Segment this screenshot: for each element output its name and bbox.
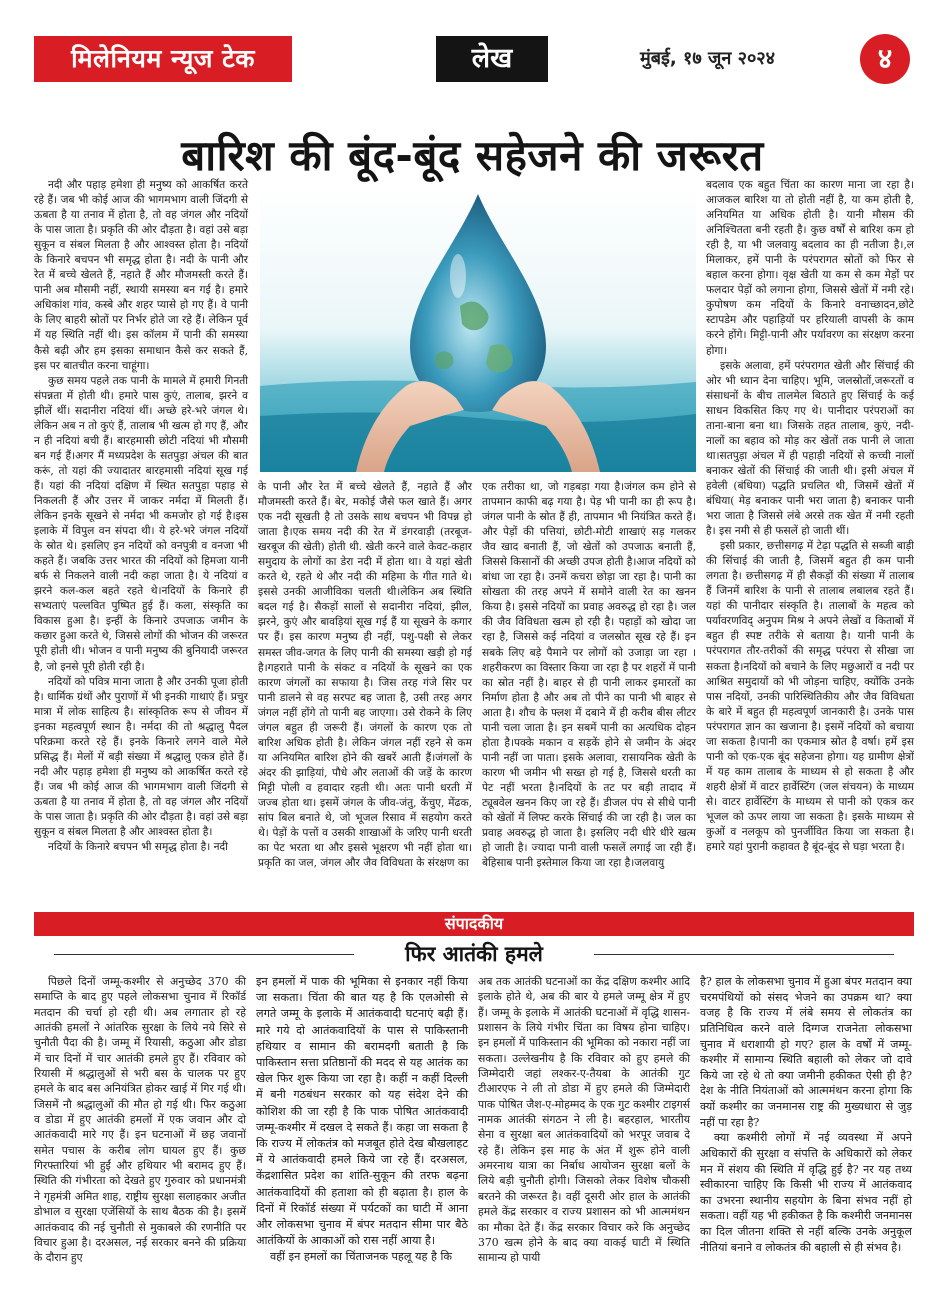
- article-column-3: [482, 480, 696, 880]
- main-article: [34, 178, 914, 898]
- editorial-column-1: [34, 974, 246, 1268]
- article-paragraph: नदियों को पवित्र माना जाता है और उनकी पूजा होती है। धार्मिक ग्रंथों और पुराणों में भी इनकी गाथाएं हैं। प्रचुर मात्रा में लोक साहित्य है। सांस्कृतिक रूप से जीवन में इनका महत्वपूर्ण स्थान है। नर्मदा की तो श्रद्धालु पैदल परिक्रमा करते रहे हैं। इनके किनारे लगने वाले मेले प्रसिद्ध हैं। मेलों में बड़ी संख्या में श्रद्धालु एकत्र होते हैं।नदी और पहाड़ हमेशा ही मनुष्य को आकर्षित करते रहे हैं। जब भी कोई आज की भागमभाग वाली जिंदगी से ऊबता है या तनाव में होता है, तो वह जंगल और नदियों के पास जाता है। प्रकृति की ओर दौड़ता है। वहां उसे बड़ा सुकून व संबल मिलता है और आश्वस्त होता है।: [34, 675, 248, 839]
- article-paragraph: नदियों के किनारे बचपन भी समृद्ध होता है। नदी: [48, 841, 228, 854]
- article-paragraph: के पानी और रेत में बच्चे खेलते हैं, नहाते हैं और मौजमस्ती करते हैं। बेर, मकोई जैसे फल खाते हैं। अगर एक नदी सूखती है तो उसके साथ बचपन भी विपन्न हो जाता है।एक समय नदी की रेत में डंगरवाड़ी (तरबूज-खरबूज की खेती) होती थी. खेती करने वाले केवट-कहार समुदाय के लोगों का डेरा नदी में होता था। वे यहां खेती करते थे, रहते थे और नदी की महिमा के गीत गाते थे। इससे उनकी आजीविका चलती थी।लेकिन अब स्थिति बदल गई है। सैकड़ों सालों से सदानीरा नदियां, झील, झरने, कुएं और बावड़ियां सूख गई हैं या सूखने के कगार पर हैं। इस कारण मनुष्य ही नहीं, पशु-पक्षी से लेकर समस्त जीव-जगत के लिए पानी की समस्या खड़ी हो गई है।गहराते पानी के संकट व नदियों के सूखने का एक कारण जंगलों का सफाया है। जिस तरह गंजे सिर पर पानी डालने से वह सरपट बह जाता है, उसी तरह अगर जंगल नहीं होंगे तो पानी बह जाएगा। उसे रोकने के लिए जंगल बहुत ही जरूरी हैं। जंगलों के कारण एक तो बारिश अधिक होती है। लेकिन जंगल नहीं रहने से कम या अनियमित बारिश होने की खबरें आती हैं।जंगलों के अंदर की झाड़ियां, पौधे और लताओं की जड़ें के कारण मिट्टी पोली व हवादार रहती थी। अतः पानी धरती में जज्ब होता था। इसमें जंगल के जीव-जंतु, केंचुए, मेंढक, सांप बिल बनाते थे, जो भूजल रिसाव में सहयोग करते थे। पेड़ों के पत्तों व उसकी शाखाओं के जरिए पानी धरती का पेट भरता था और इससे भूक्षरण भी नहीं होता था। प्रकृति का जल, जंगल और जैव विविधता के संरक्षण का: [258, 481, 472, 870]
- editorial-column-3: [478, 974, 690, 1268]
- editorial-paragraph: वहीं इन हमलों का चिंताजनक पहलू यह है कि: [270, 1250, 452, 1264]
- water-drop-earth-in-hands-icon: [260, 186, 696, 472]
- article-paragraph: एक तरीका था, जो गड़बड़ा गया है।जंगल कम होने से तापमान काफी बढ़ गया है। पेड़ भी पानी का ही रूप है। जंगल पानी के स्रोत हैं ही, तापमान भी नियंत्रित करते हैं। और पेड़ों की पत्तियां, छोटी-मोटी शाखाएं सड़ गलकर जैव खाद बनाती हैं, जो खेतों को उपजाऊ बनाती हैं, जिससे किसानों की अच्छी उपज होती है।आज नदियों को बांधा जा रहा है। उनमें कचरा छोड़ा जा रहा है। पानी का सोखता की तरह अपने में समोने वाली रेत का खनन किया है। इससे नदियों का प्रवाह अवरुद्ध हो रहा है। जल की जैव विविधता खत्म हो रही है। पहाड़ों को खोदा जा रहा है, जिससे कई नदियां व जलस्रोत सूख रहे हैं। इन सबके लिए बड़े पैमाने पर लोगों को उजाड़ा जा रहा ।शहरीकरण का विस्तार किया जा रहा है पर शहरों में पानी का स्रोत नहीं है। बाहर से ही पानी लाकर इमारतों का निर्माण होता है और अब तो पीने का पानी भी बाहर से आता है। शौच के फ्लश में दबाने में ही करीब बीस लीटर पानी चला जाता है। इन सबमें पानी का अत्यधिक दोहन होता है।पक्के मकान व सड़कें होने से जमीन के अंदर पानी नहीं जा पाता। इसके अलावा, रासायनिक खेती के कारण भी जमीन भी सख्त हो गई है, जिससे धरती का पेट नहीं भरता है।नदियों के तट पर बड़ी तादाद में ट्यूबवेल खनन किए जा रहे हैं। डीजल पंप से सीधे पानी को खेतों में लिफ्ट करके सिंचाई की जा रही है। जल का प्रवाह अवरुद्ध हो जाता है। इसलिए नदी धीरे धीरे खत्म हो जाती है। ज्यादा पानी वाली फसलें लगाई जा रही हैं। बेहिसाब पानी इस्तेमाल किया जा रहा है।जलवायु: [482, 481, 696, 870]
- editorial-header: [34, 912, 914, 970]
- page-number-badge: ४: [860, 34, 910, 84]
- article-paragraph: बदलाव एक बहुत चिंता का कारण माना जा रहा है। आजकल बारिश या तो होती नहीं है, या कम होती है, अनियमित या अधिक होती है। यानी मौसम की अनिश्चितता बनी रहती है। कुछ वर्षों से बारिश कम हो रही है, या भी जलवायु बदलाव का ही नतीजा है।,ल मिलाकर, हमें पानी के परंपरागत स्रोतों को फिर से बहाल करना होगा। वृक्ष खेती या कम से कम मेड़ों पर फलदार पेड़ों को लगाना होगा, जिससे खेतों में नमी रहे। कुपोषण कम नदियों के किनारे वनाच्छादन,छोटे स्टापडेम और पहाड़ियों पर हरियाली वापसी के काम करने होंगे। मिट्टी-पानी और पर्यावरण का संरक्षण करना होगा।: [706, 179, 914, 357]
- editorial-column-4: [700, 974, 912, 1268]
- editorial-paragraph: है? हाल के लोकसभा चुनाव में हुआ बंपर मतदान क्या चरमपंथियों को संसद भेजने का उपक्रम था? क्या वजह है कि राज्य में लंबे समय से लोकतंत्र का प्रतिनिधित्व करने वाले दिग्गज राजनेता लोकसभा चुनाव में धराशायी हो गए? हाल के वर्षों में जम्मू-कश्मीर में सामान्य स्थिति बहाली को लेकर जो दावे किये जा रहे थे तो क्या जमीनी हकीकत ऐसी ही है? देश के नीति नियंताओं को आत्ममंथन करना होगा कि क्यों कश्मीर का जनमानस राष्ट्र की मुख्यधारा से जुड़ नहीं पा रहा है?: [700, 975, 912, 1129]
- editorial-paragraph: इन हमलों में पाक की भूमिका से इनकार नहीं किया जा सकता। चिंता की बात यह है कि एलओसी से लगते जम्मू के इलाके में आतंकवादी घटनाएं बढ़ी हैं। मारे गये दो आतंकवादियों के पास से पाकिस्तानी हथियार व सामान की बरामदगी बताती है कि पाकिस्तान सत्ता प्रतिष्ठानों की मदद से यह आतंक का खेल फिर शुरू किया जा रहा है। कहीं न कहीं दिल्ली में बनी गठबंधन सरकार को यह संदेश देने की कोशिश की जा रही है कि पाक पोषित आतंकवादी जम्मू-कश्मीर में दखल दे सकते हैं। कहा जा सकता है कि राज्य में लोकतंत्र को मजबूत होते देख बौखलाहट में ये आतंकवादी हमले किये जा रहे हैं। दरअसल, केंद्रशासित प्रदेश का शांति-सुकून की तरफ बढ़ना आतंकवादियों की हताशा को ही बढ़ाता है। हाल के दिनों में रिकॉर्ड संख्या में पर्यटकों का घाटी में आना और लोकसभा चुनाव में बंपर मतदान सीमा पार बैठे आतंकियों के आकाओं को रास नहीं आया है।: [256, 975, 468, 1248]
- article-paragraph: नदी और पहाड़ हमेशा ही मनुष्य को आकर्षित करते रहे हैं। जब भी कोई आज की भागमभाग वाली जिंदगी से ऊबता है या तनाव में होता है, तो वह जंगल और नदियों के पास जाता है। प्रकृति की ओर दौड़ता है। वहां उसे बड़ा सुकून व संबल मिलता है और आश्वस्त होता है। नदियों के किनारे बचपन भी समृद्ध होता है। नदी के पानी और रेत में बच्चे खेलते हैं, नहाते हैं और मौजमस्ती करते हैं।पानी अब मौसमी नहीं, स्थायी समस्या बन गई है। हमारे अधिकांश गांव, कस्बे और शहर प्यासे हो गए हैं। वे पानी के लिए बाहरी स्रोतों पर निर्भर होते जा रहे हैं। लेकिन पूर्व में यह स्थिति नहीं थी। इस कॉलम में पानी की समस्या कैसे बढ़ी और हम इसका समाधान कैसे कर सकते हैं, इस पर बातचीत करना चाहूंगा।: [34, 179, 248, 372]
- masthead: [34, 34, 914, 84]
- editorial-body: [34, 974, 914, 1270]
- editorial-title-text: फिर आतंकी हमले: [405, 942, 543, 966]
- editorial-column-2: [256, 974, 468, 1268]
- newspaper-brand: मिलेनियम न्यूज टेक: [34, 36, 292, 82]
- article-paragraph: इसके अलावा, हमें परंपरागत खेती और सिंचाई की ओर भी ध्यान देना चाहिए। भूमि, जलस्रोतों,जरूरतों व संसाधनों के बीच तालमेल बिठाते हुए सिंचाई के कई साधन विकसित किए गए थे। पानीदार परंपराओं का ताना-बाना बना था। जिसके तहत तालाब, कुएं, नदी-नालों का बहाव को मोड़ कर खेतों तक पानी ले जाता था।सतपुड़ा अंचल में ही पहाड़ी नदियों से कच्ची नालों बनाकर खेतों की सिंचाई की जाती थी। इसी अंचल में हवेली (बंधिया) पद्धति प्रचलित थी, जिसमें खेतों में बंधिया( मेड़ बनाकर पानी भरा जाता है) बनाकर पानी भरा जाता है जिससे लंबे अरसे तक खेत में नमी रहती है। इस नमी से ही फसलें हो जाती थीं।: [706, 359, 914, 538]
- editorial-paragraph: अब तक आतंकी घटनाओं का केंद्र दक्षिण कश्मीर आदि इलाके होते थे, अब की बार ये हमले जम्मू क्षेत्र में हुए हैं। जम्मू के इलाके में आतंकी घटनाओं में वृद्धि शासन-प्रशासन के लिये गंभीर चिंता का विषय होना चाहिए। इन हमलों में पाकिस्तान की भूमिका को नकारा नहीं जा सकता। उल्लेखनीय है कि रविवार को हुए हमले की जिम्मेदारी जहां लश्कर-ए-तैयबा के आतंकी गुट टीआरएफ ने ली तो डोडा में हुए हमले की जिम्मेदारी पाक पोषित जैश-ए-मोहम्मद के एक गुट कश्मीर टाइगर्स नामक आतंकी संगठन ने ली है। बहरहाल, भारतीय सेना व सुरक्षा बल आतंकवादियों को भरपूर जवाब दे रहे हैं। लेकिन इस माह के अंत में शुरू होने वाली अमरनाथ यात्रा का निर्बाध आयोजन सुरक्षा बलों के लिये बड़ी चुनौती होगी। जिसको लेकर विशेष चौकसी बरतने की जरूरत है। वहीं दूसरी ओर हाल के आतंकी हमले केंद्र सरकार व राज्य प्रशासन को भी आत्ममंथन का मौका देते हैं। केंद्र सरकार विचार करे कि अनुच्छेद 370 खत्म होने के बाद क्या वाकई घाटी में स्थिति सामान्य हो पायी: [478, 975, 690, 1265]
- article-column-1: [34, 178, 248, 878]
- editorial-paragraph: क्या कश्मीरी लोगों में नई व्यवस्था में अपने अधिकारों की सुरक्षा व संपत्ति के अधिकारों को लेकर मन में संशय की स्थिति में वृद्धि हुई है? नर यह तथ्य स्वीकारना चाहिए कि किसी भी राज्य में आतंकवाद का उभरना स्थानीय सहयोग के बिना संभव नहीं हो सकता। वहीं यह भी हकीकत है कि कश्मीरी जनमानस का दिल जीतना शक्ति से नहीं बल्कि उनके अनुकूल नीतियां बनाने व लोकतंत्र की बहाली से ही संभव है।: [700, 1131, 912, 1254]
- article-column-2: [258, 480, 472, 880]
- dateline: मुंबई, १७ जून २०२४: [640, 48, 776, 69]
- article-headline: बारिश की बूंद-बूंद सहेजने की जरूरत: [181, 131, 764, 181]
- editorial-paragraph: पिछले दिनों जम्मू-कश्मीर से अनुच्छेद 370 की समाप्ति के बाद हुए पहले लोकसभा चुनाव में रिकॉर्ड मतदान की चर्चा हो रही थी। अब लगातार हो रहे आतंकी हमलों ने आंतरिक सुरक्षा के लिये नये सिरे से चुनौती पैदा की है। जम्मू में रियासी, कठुआ और डोडा में चार दिनों में चार आतंकी हमले हुए हैं। रविवार को रियासी में श्रद्धालुओं से भरी बस के चालक पर हुए हमले के बाद बस अनियंत्रित होकर खाई में गिर गई थी। जिसमें नौ श्रद्धालुओं की मौत हो गई थी। फिर कठुआ व डोडा में हुए आतंकी हमलों में एक जवान और दो आतंकवादी मारे गए हैं। इन घटनाओं में छह जवानों समेत पचास के करीब लोग घायल हुए हैं। कुछ गिरफ्तारियां भी हुईं और हथियार भी बरामद हुए हैं। स्थिति की गंभीरता को देखते हुए गुरुवार को प्रधानमंत्री ने गृहमंत्री अमित शाह, राष्ट्रीय सुरक्षा सलाहकार अजीत डोभाल व सुरक्षा एजेंसियों के साथ बैठक की है। इसमें आतंकवाद की नई चुनौती से मुकाबले की रणनीति पर विचार हुआ है। दरअसल, नई सरकार बनने की प्रक्रिया के दौरान हुए: [34, 975, 246, 1265]
- article-paragraph: कुछ समय पहले तक पानी के मामले में हमारी गिनती संपन्नता में होती थी। हमारे पास कुएं, तालाब, झरने व झीलें थीं। सदानीरा नदियां थीं। अच्छे हरे-भरे जंगल थे। लेकिन अब न तो कुएं हैं, तालाब भी खत्म हो गए हैं, और न ही नदियां बची हैं। बारहमासी छोटी नदियां भी मौसमी बन गई हैं।अगर मैं मध्यप्रदेश के सतपुड़ा अंचल की बात करूं, तो यहां की ज्यादातर बारहमासी नदियां सूख गई हैं। यहां की नदियां दक्षिण में स्थित सतपुड़ा पहाड़ से निकलती हैं और उत्तर में जाकर नर्मदा में मिलती हैं। लेकिन इनके सूखने से नर्मदा भी कमजोर हो गई है।इस इलाके में विपुल वन संपदा थी। ये हरे-भरे जंगल नदियों के स्रोत थे। इसलिए इन नदियों को वनपुत्री व वनजा भी कहते हैं। जबकि उत्तर भारत की नदियों को हिमजा यानी बर्फ से निकलने वाली नदी कहा जाता है। ये नदियां व झरने कल-कल बहते रहते थे।नदियों के किनारे ही सभ्यताएं पल्लवित पुष्पित हुई हैं। कला, संस्कृति का विकास हुआ है। इन्हीं के किनारे उपजाऊ जमीन के कछार हुआ करते थे, जिससे लोगों की भोजन की जरूरत पूरी होती थी। भोजन व पानी मनुष्य की बुनियादी जरूरत है, जो इनसे पूरी होती रही है।: [34, 374, 248, 673]
- article-paragraph: इसी प्रकार, छत्तीसगढ़ में टेढ़ा पद्धति से सब्जी बाड़ी की सिंचाई की जाती है, जिसमें बहुत ही कम पानी लगता है। छत्तीसगढ़ में ही सैकड़ों की संख्या में तालाब हैं जिनमें बारिश के पानी से तालाब लबालब रहते हैं। यहां की पानीदार संस्कृति है। तालाबों के महत्व को पर्यावरणविद् अनुपम मिश्र ने अपने लेखों व किताबों में बहुत ही स्पष्ट तरीके से बताया है। यानी पानी के परंपरागत तौर-तरीकों की समृद्ध परंपरा से सीखा जा सकता है।नदियों को बचाने के लिए मछुआरों व नदी पर आश्रित समुदायों को भी जोड़ना चाहिए, क्योंकि उनके पास नदियों, उनकी पारिस्थितिकीय और जैव विविधता के बारे में बहुत ही महत्वपूर्ण जानकारी है। उनके पास परंपरागत ज्ञान का खजाना है। इसमें नदियों को बचाया जा सकता है।पानी का एकमात्र स्रोत है वर्षा। हमें इस पानी को एक-एक बूंद सहेजना होगा। यह ग्रामीण क्षेत्रों में यह काम तालाब के माध्यम से हो सकता है और शहरी क्षेत्रों में वाटर हार्वेस्टिंग (जल संचयन) के माध्यम से। वाटर हार्वेस्टिंग के माध्यम से पानी को एकत्र कर भूजल को ऊपर लाया जा सकता है। इसके माध्यम से कुओं व नलकूप को पुनर्जीवित किया जा सकता है। हमारे यहां पुरानी कहावत है बूंद-बूंद से घड़ा भरता है।: [706, 540, 914, 854]
- article-column-4: [706, 178, 914, 878]
- editorial-label: संपादकीय: [34, 912, 914, 936]
- editorial-title: [34, 940, 914, 968]
- section-label: लेख: [436, 36, 548, 82]
